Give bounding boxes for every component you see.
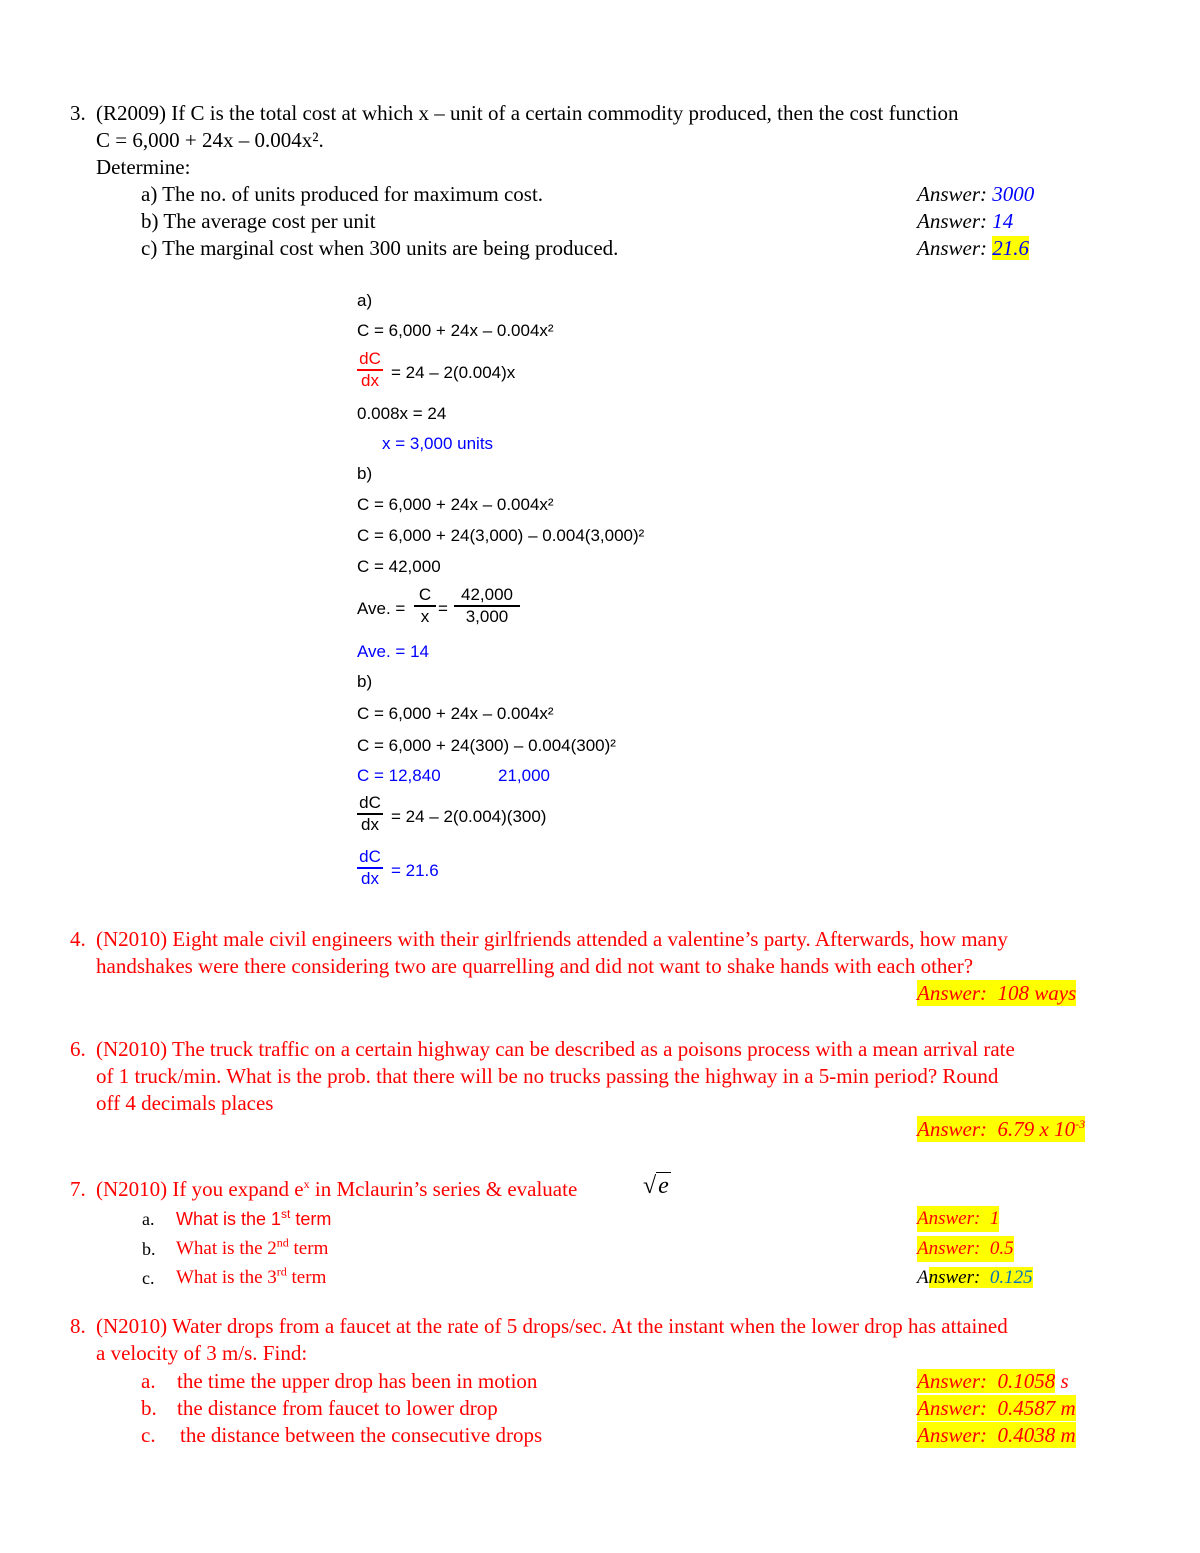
q7-c-text <box>176 1265 326 1291</box>
q7-c-letter: c. <box>142 1268 155 1288</box>
answer-value: 6.79 x 10 <box>997 1117 1076 1141</box>
q7-b-pre: What is the 2 <box>176 1238 277 1259</box>
q7-b-sup: nd <box>276 1235 289 1250</box>
q7-a-sup: st <box>281 1207 291 1221</box>
answer-value: 3000 <box>992 182 1035 206</box>
q8-answer-a <box>917 1368 1069 1394</box>
answer-label: Answer: <box>917 209 987 233</box>
frac-num: 42,000 <box>461 585 513 604</box>
q7-b-post: term <box>288 1238 329 1259</box>
sol-c-eq3b: 21,000 <box>498 766 550 785</box>
sol-c-derivative <box>357 793 383 835</box>
sol-a-label: a) <box>357 291 373 310</box>
q7-a-pre: What is the 1 <box>176 1209 282 1229</box>
q8-b-letter: b. <box>141 1396 157 1420</box>
sol-b-eq3: C = 42,000 <box>357 557 441 576</box>
answer-value: 0.4038 m <box>997 1423 1076 1447</box>
sol-c-label: b) <box>357 672 373 691</box>
q7-answer-a <box>917 1206 999 1232</box>
q6-line-2: of 1 truck/min. What is the prob. that there will be no trucks passing the highway in a 5-min period? Round <box>96 1064 999 1088</box>
answer-value: 108 ways <box>997 981 1077 1005</box>
frac-den: 3,000 <box>465 607 509 626</box>
q8-a-letter: a. <box>141 1369 156 1393</box>
q8-b-text: the distance from faucet to lower drop <box>177 1396 498 1420</box>
q3-part-b: b) The average cost per unit <box>141 209 376 233</box>
q3-answer-a <box>917 181 1034 207</box>
q4-line-2: handshakes were there considering two are quarrelling and did not want to shake hands with each other? <box>96 954 974 978</box>
q8-answer-c <box>917 1422 1076 1448</box>
sol-b-label: b) <box>357 464 373 483</box>
sol-a-result: x = 3,000 units <box>382 434 494 453</box>
sol-a-eq2: = 24 – 2(0.004)x <box>391 363 516 382</box>
answer-value: 14 <box>992 209 1014 233</box>
answer-label: Answer: <box>917 1117 987 1141</box>
answer-exponent: -3 <box>1075 1117 1086 1131</box>
q8-c-letter: c. <box>141 1423 156 1447</box>
sol-c-eq4: = 24 – 2(0.004)(300) <box>391 807 547 826</box>
sol-b-eq-sign: = <box>438 599 448 618</box>
q3-line-1: (R2009) If C is the total cost at which x – unit of a certain commodity produced, then the cost function <box>96 101 959 125</box>
frac-num: dC <box>359 793 381 812</box>
frac-num: C <box>418 585 432 604</box>
q7-line-post: in Mclaurin’s series & evaluate <box>309 1177 578 1201</box>
q7-answer-c: Answer: 0.125 <box>917 1267 1033 1288</box>
answer-label: Answer: <box>917 182 987 206</box>
q3-number: 3. <box>70 101 86 125</box>
frac-den: dx <box>361 815 379 834</box>
sol-b-eq1: C = 6,000 + 24x – 0.004x² <box>357 495 554 514</box>
sol-b-ave-label: Ave. = <box>357 599 406 618</box>
q7-line-pre: (N2010) If you expand e <box>96 1177 304 1201</box>
q8-line-1: (N2010) Water drops from a faucet at the rate of 5 drops/sec. At the instant when the lower drop has attained <box>96 1314 1008 1338</box>
sol-c-eq3: C = 12,840 <box>357 766 441 785</box>
q7-line-sup: x <box>303 1177 310 1191</box>
q4-line-1: (N2010) Eight male civil engineers with their girlfriends attended a valentine’s party. Afterwards, how many <box>96 927 1008 951</box>
frac-den: x <box>420 607 430 626</box>
q8-number: 8. <box>70 1314 86 1338</box>
sol-a-derivative <box>357 349 383 391</box>
q7-b-letter: b. <box>142 1239 156 1259</box>
answer-hl <box>917 1369 1055 1393</box>
q7-c-sup: rd <box>276 1264 287 1279</box>
q4-answer <box>917 980 1076 1006</box>
q4-number: 4. <box>70 927 86 951</box>
answer-label: Answer: <box>917 981 987 1005</box>
answer-label: Answer: <box>917 1208 981 1229</box>
answer-label: Answer: <box>917 236 987 260</box>
sol-c-eq2: C = 6,000 + 24(300) – 0.004(300)² <box>357 736 616 755</box>
q8-answer-b <box>917 1395 1076 1421</box>
q7-line-1 <box>96 1176 577 1202</box>
answer-unit: s <box>1055 1369 1069 1393</box>
q7-a-text <box>176 1206 331 1232</box>
answer-value: 0.125 <box>989 1267 1033 1288</box>
q3-determine: Determine: <box>96 155 191 179</box>
sol-c-eq1: C = 6,000 + 24x – 0.004x² <box>357 704 554 723</box>
answer-value: 0.4587 m <box>997 1396 1076 1420</box>
answer-value: 21.6 <box>992 236 1029 260</box>
answer-label: Answer: <box>917 1396 987 1420</box>
sol-a-eq1: C = 6,000 + 24x – 0.004x² <box>357 321 554 340</box>
answer-label-hl: nswer: 0.125 <box>928 1267 1033 1288</box>
q3-line-2: C = 6,000 + 24x – 0.004x². <box>96 128 324 152</box>
answer-label: Answer: <box>917 1423 987 1447</box>
q7-a-post: term <box>290 1209 332 1229</box>
sol-c-derivative-2 <box>357 847 383 889</box>
q3-part-c: c) The marginal cost when 300 units are being produced. <box>141 236 619 260</box>
sol-a-eq3: 0.008x = 24 <box>357 404 447 423</box>
frac-num: dC <box>359 349 381 368</box>
q7-c-pre: What is the 3 <box>176 1267 277 1288</box>
q8-line-2: a velocity of 3 m/s. Find: <box>96 1341 308 1365</box>
q7-answer-b <box>917 1236 1014 1262</box>
answer-label: Answer: <box>917 1369 987 1393</box>
q3-answer-c <box>917 235 1029 261</box>
sol-b-result: Ave. = 14 <box>357 642 429 661</box>
q6-answer <box>917 1116 1085 1142</box>
answer-label: Answer: <box>917 1238 981 1259</box>
answer-value: 0.1058 <box>997 1369 1056 1393</box>
q8-c-text: the distance between the consecutive drops <box>180 1423 543 1447</box>
answer-value: 1 <box>989 1208 1000 1229</box>
sol-b-frac-2 <box>454 585 520 627</box>
q7-c-post: term <box>286 1267 327 1288</box>
frac-den: dx <box>361 371 379 390</box>
sqrt-e <box>643 1173 671 1199</box>
q6-number: 6. <box>70 1037 86 1061</box>
q7-a-letter: a. <box>142 1209 155 1229</box>
q7-number: 7. <box>70 1177 86 1201</box>
frac-den: dx <box>361 869 379 888</box>
q3-answer-b <box>917 208 1013 234</box>
frac-num: dC <box>359 847 381 866</box>
q7-b-text <box>176 1236 328 1262</box>
q3-part-a: a) The no. of units produced for maximum cost. <box>141 182 544 206</box>
sol-b-eq2: C = 6,000 + 24(3,000) – 0.004(3,000)² <box>357 526 645 545</box>
q6-line-1: (N2010) The truck traffic on a certain highway can be described as a poisons process with a mean arrival rate <box>96 1037 1015 1061</box>
sqrt-symbol-icon: √ <box>643 1173 657 1199</box>
sol-b-frac-1 <box>414 585 436 627</box>
q8-a-text: the time the upper drop has been in motion <box>177 1369 538 1393</box>
sqrt-arg: e <box>658 1173 669 1199</box>
sol-c-result: = 21.6 <box>391 861 439 880</box>
q6-line-3: off 4 decimals places <box>96 1091 274 1115</box>
answer-value: 0.5 <box>989 1238 1014 1259</box>
